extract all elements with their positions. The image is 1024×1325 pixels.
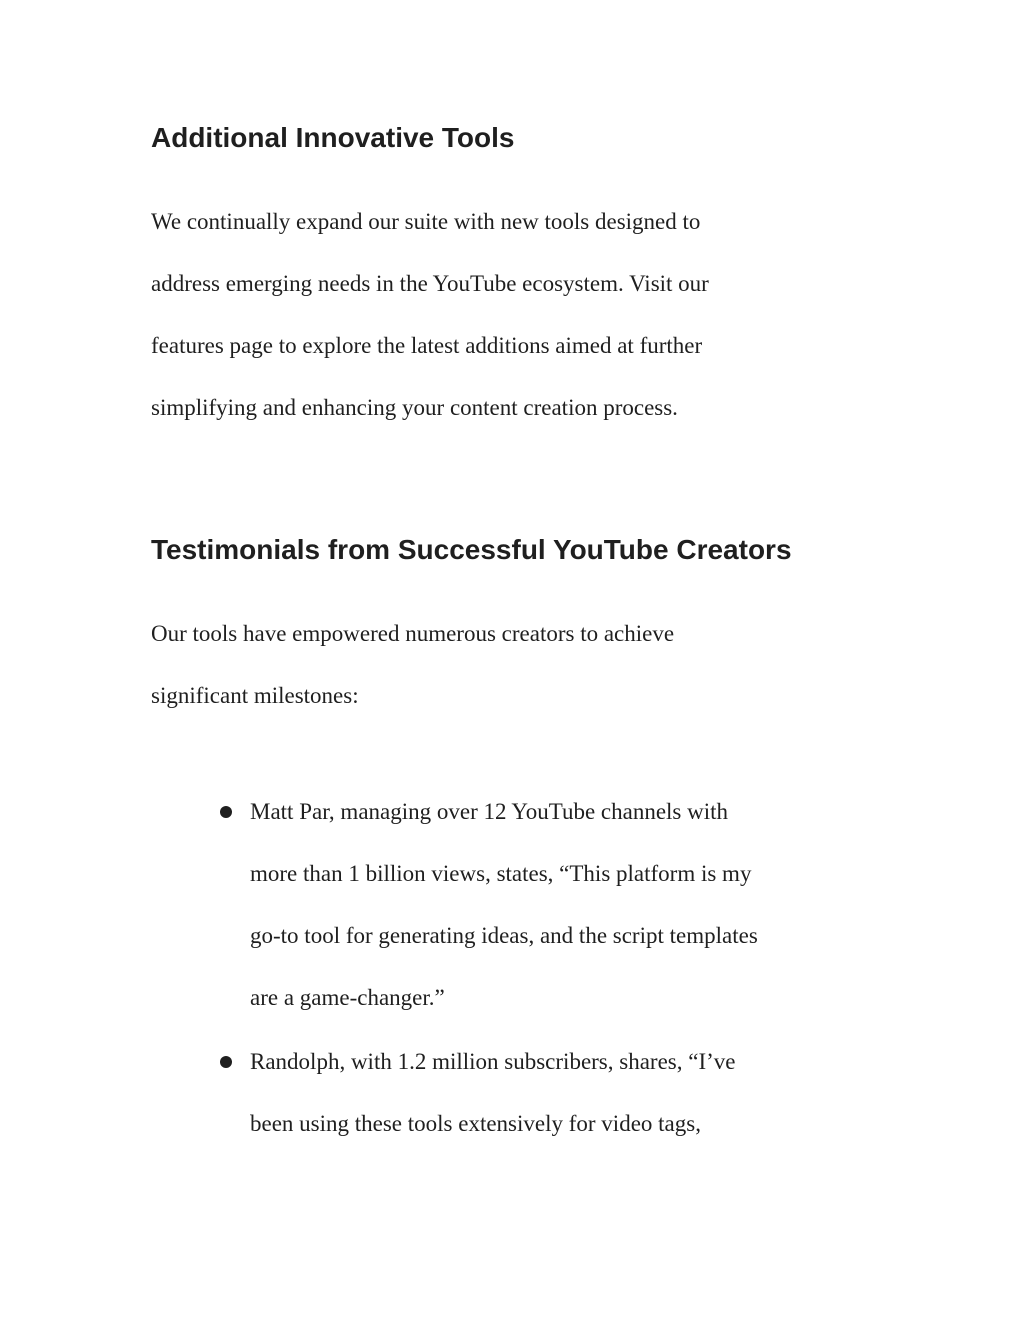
paragraph-line: Our tools have empowered numerous creators to achieve: [151, 621, 675, 646]
list-item-line: go-to tool for generating ideas, and the script templates: [250, 923, 758, 948]
list-item-line: more than 1 billion views, states, “This platform is my: [250, 861, 752, 886]
bullet-icon: [220, 806, 232, 818]
list-item-line: are a game-changer.”: [250, 985, 445, 1010]
section-heading-testimonials: Testimonials from Successful YouTube Creators: [151, 534, 792, 565]
section-paragraph-testimonials: [151, 603, 674, 727]
bullet-icon: [220, 1056, 232, 1068]
section-heading-additional-tools: Additional Innovative Tools: [151, 122, 515, 153]
list-item-line: been using these tools extensively for video tags,: [250, 1111, 701, 1136]
list-item-line: Randolph, with 1.2 million subscribers, shares, “I’ve: [250, 1049, 736, 1074]
paragraph-line: simplifying and enhancing your content creation process.: [151, 395, 678, 420]
paragraph-line: features page to explore the latest additions aimed at further: [151, 333, 703, 358]
list-item: [250, 781, 758, 1029]
paragraph-line: We continually expand our suite with new tools designed to: [151, 209, 701, 234]
section-paragraph-additional-tools: [151, 191, 709, 439]
list-item: [250, 1031, 735, 1155]
paragraph-line: address emerging needs in the YouTube ecosystem. Visit our: [151, 271, 709, 296]
list-item-line: Matt Par, managing over 12 YouTube channels with: [250, 799, 729, 824]
paragraph-line: significant milestones:: [151, 683, 359, 708]
